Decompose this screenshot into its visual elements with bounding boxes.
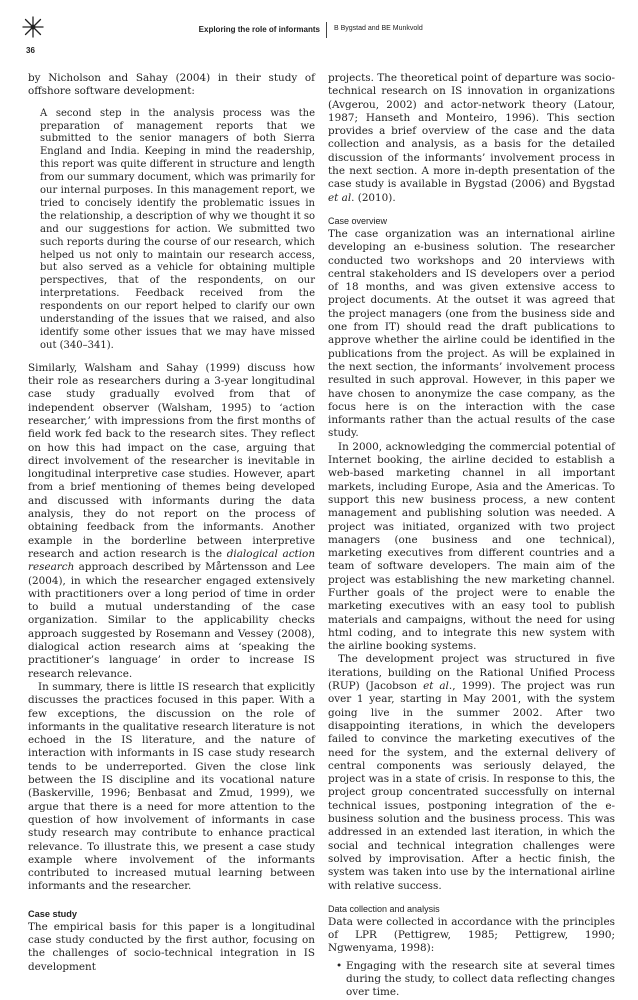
intro-paragraph: by Nicholson and Sahay (2004) in their study of offshore software development: [28, 72, 315, 98]
walsham-text-b: approach described by Mårtensson and Lee (2004), in which the researcher engaged extensively with practitioners over a long period of time in order to build a mutual understanding of the case organization. Similar to the applicability checks approach suggested by Rosemann and Vessey (2008), dialogical action research aims at ‘speaking the practitioner’s language’ in order to increase IS research relevance. [28, 561, 315, 680]
page-number: 36 [26, 46, 35, 55]
header-divider [326, 22, 327, 38]
overview-paragraph-2: In 2000, acknowledging the commercial potential of Internet booking, the airline decided to establish a web-based marketing channel in all important markets, including Europe, Asia and the Americas. To support this new business process, a new content management and publishing solution was needed. A project was initiated, organized with two project managers (one business and one technical), marketing executives from different countries and a team of software developers. The main aim of the project was establishing the new marketing channel. Further goals of the project were to enable the marketing executives with an easy tool to publish materials and campaigns, without the need for using html coding, and to integrate this new system with the airline booking systems. [328, 440, 615, 653]
left-column [28, 72, 315, 974]
quote-text: A second step in the analysis process was the preparation of management reports that we submitted to the senior managers of both Sierra England and India. Keeping in mind the readership, this report was quite different in structure and length from our summary document, which was primarily for our internal purposes. In this management report, we tried to concisely identify the problematic issues in the relationship, a description of why we thought it so and our suggestions for action. We submitted two such reports during the course of our research, which helped us not only to maintain our research access, but also served as a vehicle for obtaining multiple perspectives, that of the respondents, on our interpretations. Feedback received from the respondents on our report helped to clarify our own understanding of the issues that we raised, and also identify some other issues that we may have missed out (340–341). [40, 107, 315, 351]
overview-text-b: ., 1999). The project was run over 1 year, starting in May 2001, with the system going live in the summer 2002. After two disappointing iterations, in which the developers failed to convince the marketing executives of the need for the system, and the external delivery of central components was seriously delayed, the project was in a state of crisis. In response to this, the project group concentrated successfully on internal technical issues, postponing integration of the e-business solution and the business process. This was addressed in an extended last iteration, in which the social and technical integration challenges were solved by improvisation. After a hectic finish, the system was taken into use by the international airline with relative success. [328, 680, 615, 892]
data-collection-paragraph: Data were collected in accordance with the principles of LPR (Pettigrew, 1985; Pettigrew, 1990; Ngwenyama, 1998): [328, 915, 615, 955]
projects-text-a: projects. The theoretical point of departure was socio-technical research on IS innovation in organizations (Avgerou, 2002) and actor-network theory (Latour, 1987; Hanseth and Monteiro, 1996). This section provides a brief overview of the case and the data collection and analysis, as a basis for the detailed discussion of the informants’ involvement process in the next section. A more in-depth presentation of the case study is available in Bygstad (2006) and Bygstad [328, 72, 615, 191]
summary-paragraph: In summary, there is little IS research that explicitly discusses the practices focused in this paper. With a few exceptions, the discussion on the role of informants in the qualitative research literature is not echoed in the IS literature, and the nature of interaction with informants in IS case study research tends to be underreported. Given the close link between the IS discipline and its vocational nature (Baskerville, 1996; Benbasat and Zmud, 1999), we argue that there is a need for more attention to the question of how involvement of informants in case study research may contribute to enhance practical relevance. To illustrate this, we present a case study example where involvement of the informants contributed to increased mutual learning between informants and the researcher. [28, 680, 315, 893]
case-study-heading: Case study [28, 908, 78, 919]
page-header [22, 16, 616, 55]
overview-text-a: The development project was structured in five iterations, building on the Rational Unified Process (RUP) (Jacobson [328, 653, 615, 693]
data-collection-heading: Data collection and analysis [328, 903, 440, 914]
projects-paragraph [328, 72, 615, 205]
list-item: • Engaging with the research site at several times during the study, to collect data reflecting changes over time. [338, 960, 615, 1000]
overview-paragraph-3 [328, 653, 615, 892]
running-title: Exploring the role of informants [198, 25, 320, 34]
running-authors: B Bygstad and BE Munkvold [334, 25, 423, 32]
data-collection-list [328, 960, 615, 1000]
projects-italic: et al [328, 191, 352, 204]
right-column [328, 72, 615, 1000]
walsham-text-a: Similarly, Walsham and Sahay (1999) discuss how their role as researchers during a 3-year longitudinal case study gradually evolved from that of independent observer (Walsham, 1995) to ‘action researcher,’ with impressions from the first months of field work fed back to the research sites. They reflect on how this had impact on the case, arguing that direct involvement of the researcher is inevitable in longitudinal interpretive case studies. However, apart from a brief mentioning of themes being developed and discussed with informants during the data analysis, they do not report on the process of obtaining feedback from the informants. Another example in the borderline between interpretive research and action research is the [28, 361, 315, 560]
projects-text-b: . (2010). [351, 191, 396, 204]
block-quote [40, 108, 315, 353]
walsham-paragraph [28, 362, 315, 681]
journal-logo-icon [22, 16, 44, 38]
case-study-paragraph: The empirical basis for this paper is a longitudinal case study conducted by the first author, focusing on the challenges of socio-technical integration in IS development [28, 920, 315, 973]
overview-paragraph-1: The case organization was an international airline developing an e-business solution. The researcher conducted two workshops and 20 interviews with central stakeholders and IS developers over a period of 18 months, and was given extensive access to project documents. At the outset it was agreed that the project managers (one from the business side and one from IT) should read the draft publications to approve whether the airline could be identified in the publications from the project. As will be explained in the next section, the informants’ involvement process resulted in such approval. However, in this paper we have chosen to anonymize the case company, as the focus here is on the interaction with the case informants rather than the actual results of the case study. [328, 227, 615, 440]
overview-italic: et al [423, 680, 449, 693]
case-overview-heading: Case overview [328, 215, 388, 226]
walsham-italic: dialogical action research [28, 547, 316, 574]
